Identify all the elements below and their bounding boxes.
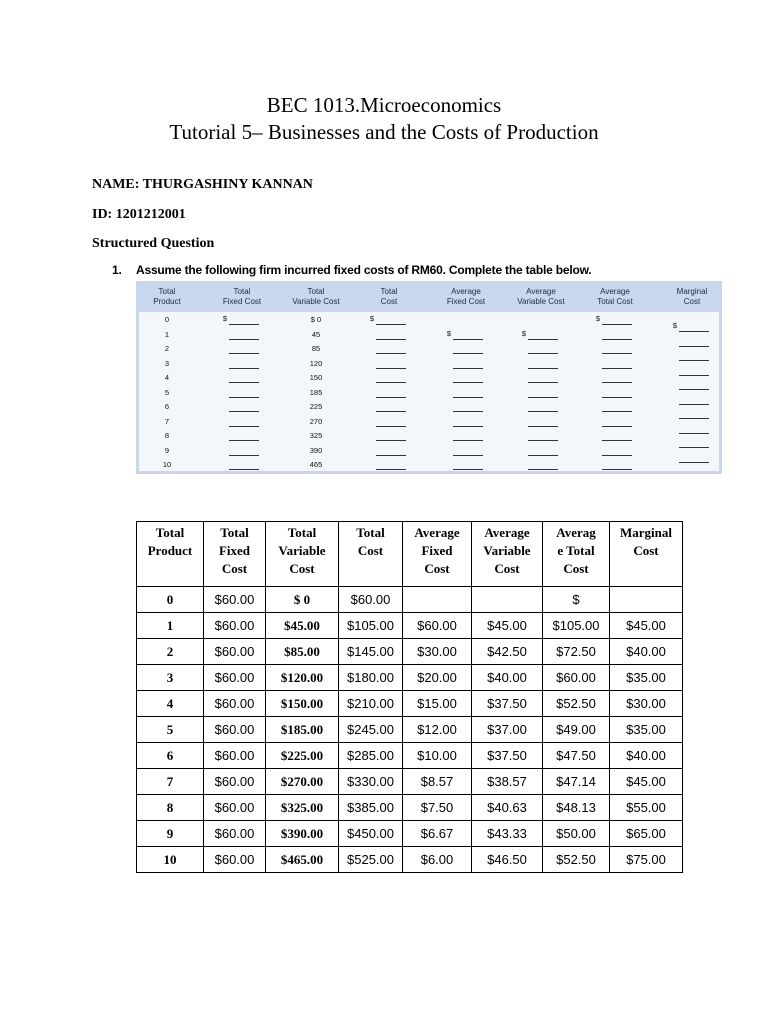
figure-blank-line bbox=[229, 353, 259, 354]
table-cell: $45.00 bbox=[610, 613, 683, 639]
figure-blank-line bbox=[229, 339, 259, 340]
figure-cell: $ 0 bbox=[310, 315, 322, 324]
figure-blank-line bbox=[376, 426, 406, 427]
table-cell: $45.00 bbox=[472, 613, 543, 639]
table-cell: $60.00 bbox=[204, 743, 266, 769]
table-cell: $43.33 bbox=[472, 821, 543, 847]
column-header-text: Total bbox=[220, 525, 249, 540]
figure-blank-line bbox=[528, 426, 558, 427]
figure-blank-line bbox=[679, 389, 709, 390]
table-cell: $30.00 bbox=[610, 691, 683, 717]
figure-blank-line bbox=[453, 426, 483, 427]
figure-cell: $ bbox=[595, 314, 601, 323]
figure-cell: 150 bbox=[309, 373, 323, 382]
table-cell: $8.57 bbox=[403, 769, 472, 795]
figure-blank-line bbox=[453, 411, 483, 412]
answer-table bbox=[136, 521, 683, 873]
table-row bbox=[137, 717, 683, 743]
figure-blank-line bbox=[376, 353, 406, 354]
table-row bbox=[137, 821, 683, 847]
figure-blank-line bbox=[679, 360, 709, 361]
figure-blank-line bbox=[453, 382, 483, 383]
figure-blank-line bbox=[229, 324, 259, 325]
figure-header-text: Average bbox=[600, 287, 630, 296]
table-cell: $285.00 bbox=[339, 743, 403, 769]
figure-blank-line bbox=[679, 447, 709, 448]
table-cell: $6.67 bbox=[403, 821, 472, 847]
table-cell: $49.00 bbox=[543, 717, 610, 743]
table-cell: $40.00 bbox=[472, 665, 543, 691]
figure-blank-line bbox=[376, 440, 406, 441]
table-cell: $42.50 bbox=[472, 639, 543, 665]
table-cell: $15.00 bbox=[403, 691, 472, 717]
figure-blank-line bbox=[376, 368, 406, 369]
figure-blank-line bbox=[528, 411, 558, 412]
column-header-text: Cost bbox=[633, 543, 659, 558]
column-header bbox=[472, 522, 543, 587]
figure-blank-line bbox=[602, 426, 632, 427]
figure-blank-line bbox=[453, 339, 483, 340]
table-cell: $150.00 bbox=[266, 691, 339, 717]
figure-blank-line bbox=[229, 469, 259, 470]
table-cell: $40.63 bbox=[472, 795, 543, 821]
figure-header-text: Cost bbox=[380, 297, 398, 306]
figure-cell: 2 bbox=[164, 344, 170, 353]
table-row bbox=[137, 639, 683, 665]
table-cell: $50.00 bbox=[543, 821, 610, 847]
table-cell: $60.00 bbox=[403, 613, 472, 639]
column-header-text: Cost bbox=[357, 543, 384, 558]
figure-blank-line bbox=[453, 397, 483, 398]
tutorial-title: Tutorial 5– Businesses and the Costs of Production bbox=[169, 120, 599, 144]
figure-blank-line bbox=[376, 455, 406, 456]
figure-blank-line bbox=[229, 397, 259, 398]
table-cell bbox=[403, 587, 472, 613]
figure-blank-line bbox=[602, 368, 632, 369]
table-row bbox=[137, 587, 683, 613]
column-header-text: Cost bbox=[494, 561, 520, 576]
table-cell: $45.00 bbox=[610, 769, 683, 795]
figure-cell: $ bbox=[521, 328, 527, 338]
table-cell: 1 bbox=[137, 613, 204, 639]
figure-header-text: Total Cost bbox=[597, 297, 633, 306]
column-header-text: Total bbox=[155, 525, 185, 540]
table-cell: $245.00 bbox=[339, 717, 403, 743]
table-cell: $40.00 bbox=[610, 743, 683, 769]
figure-cell: $ bbox=[222, 314, 228, 323]
table-cell: $120.00 bbox=[266, 665, 339, 691]
table-cell: $45.00 bbox=[266, 613, 339, 639]
figure-cell: 5 bbox=[164, 387, 170, 397]
figure-cell: 1 bbox=[164, 329, 170, 339]
column-header-text: Average bbox=[414, 525, 460, 540]
figure-blank-line bbox=[528, 368, 558, 369]
table-cell: $6.00 bbox=[403, 847, 472, 873]
column-header-text: Averag bbox=[556, 525, 596, 540]
figure-blank-line bbox=[528, 339, 558, 340]
column-header bbox=[610, 522, 683, 587]
table-cell: $185.00 bbox=[266, 717, 339, 743]
figure-header-text: Total bbox=[233, 287, 251, 296]
table-row bbox=[137, 847, 683, 873]
table-row bbox=[137, 743, 683, 769]
column-header bbox=[403, 522, 472, 587]
figure-header-text: Marginal bbox=[676, 287, 708, 296]
figure-header-text: Total bbox=[307, 287, 325, 296]
figure-cell: 4 bbox=[164, 373, 170, 382]
figure-blank-line bbox=[602, 455, 632, 456]
figure-cell: 270 bbox=[309, 416, 323, 426]
table-cell: $46.50 bbox=[472, 847, 543, 873]
section-heading: Structured Question bbox=[92, 236, 215, 251]
figure-header-text: Total bbox=[380, 287, 398, 296]
column-header bbox=[543, 522, 610, 587]
table-cell: $525.00 bbox=[339, 847, 403, 873]
table-cell: $37.00 bbox=[472, 717, 543, 743]
table-row bbox=[137, 691, 683, 717]
figure-header-cell bbox=[153, 287, 181, 307]
table-cell: 6 bbox=[137, 743, 204, 769]
table-cell: 4 bbox=[137, 691, 204, 717]
figure-cell: 3 bbox=[164, 358, 170, 368]
figure-header-text: Variable Cost bbox=[517, 297, 565, 306]
figure-blank-line bbox=[528, 397, 558, 398]
table-cell: $60.00 bbox=[204, 613, 266, 639]
figure-blank-line bbox=[229, 440, 259, 441]
table-cell: $47.50 bbox=[543, 743, 610, 769]
figure-blank-line bbox=[602, 397, 632, 398]
table-cell: $60.00 bbox=[204, 639, 266, 665]
figure-header-cell bbox=[292, 287, 339, 307]
table-cell: $105.00 bbox=[543, 613, 610, 639]
table-cell: $10.00 bbox=[403, 743, 472, 769]
table-cell: $37.50 bbox=[472, 691, 543, 717]
table-row bbox=[137, 613, 683, 639]
table-cell: $60.00 bbox=[204, 691, 266, 717]
figure-cell: 7 bbox=[164, 416, 170, 426]
figure-header-text: Product bbox=[153, 297, 181, 306]
figure-blank-line bbox=[679, 433, 709, 434]
figure-cell: 325 bbox=[309, 431, 323, 440]
table-cell: $145.00 bbox=[339, 639, 403, 665]
column-header-text: Cost bbox=[221, 561, 248, 576]
table-cell: $72.50 bbox=[543, 639, 610, 665]
figure-cell: 85 bbox=[311, 344, 321, 353]
figure-cell: 45 bbox=[311, 329, 321, 339]
table-cell: $60.00 bbox=[204, 665, 266, 691]
figure-header-cell bbox=[597, 287, 633, 307]
figure-header-cell bbox=[677, 287, 708, 307]
figure-blank-line bbox=[528, 469, 558, 470]
table-cell: $40.00 bbox=[610, 639, 683, 665]
column-header-text: Total bbox=[287, 525, 317, 540]
figure-blank-line bbox=[453, 440, 483, 441]
column-header-text: Marginal bbox=[620, 525, 672, 540]
table-cell: $465.00 bbox=[266, 847, 339, 873]
figure-cell: 8 bbox=[164, 431, 170, 440]
student-id: ID: 1201212001 bbox=[92, 207, 186, 222]
table-cell: $38.57 bbox=[472, 769, 543, 795]
figure-blank-line bbox=[528, 382, 558, 383]
figure-blank-line bbox=[679, 462, 709, 463]
figure-blank-line bbox=[453, 469, 483, 470]
figure-cell: 465 bbox=[309, 460, 323, 469]
figure-blank-line bbox=[453, 455, 483, 456]
figure-blank-line bbox=[229, 455, 259, 456]
figure-header-text: Fixed Cost bbox=[446, 297, 486, 306]
figure-blank-line bbox=[376, 382, 406, 383]
question-1 bbox=[112, 263, 591, 277]
figure-header-cell bbox=[447, 287, 485, 307]
table-cell: $60.00 bbox=[204, 795, 266, 821]
table-cell: $30.00 bbox=[403, 639, 472, 665]
table-cell: $48.13 bbox=[543, 795, 610, 821]
column-header-text: Fixed bbox=[218, 543, 251, 558]
document-title bbox=[0, 92, 768, 146]
figure-header-text: Average bbox=[451, 287, 481, 296]
figure-cell: 9 bbox=[164, 445, 170, 455]
table-cell: $60.00 bbox=[204, 587, 266, 613]
table-cell: $47.14 bbox=[543, 769, 610, 795]
figure-header-text: Fixed Cost bbox=[222, 297, 262, 306]
figure-blank-line bbox=[679, 331, 709, 332]
table-cell: $390.00 bbox=[266, 821, 339, 847]
figure-blank-line bbox=[602, 353, 632, 354]
figure-cell: $ bbox=[446, 328, 452, 338]
question-text: Assume the following firm incurred fixed costs of RM60. Complete the table below. bbox=[136, 263, 592, 277]
figure-cell: $ bbox=[672, 321, 678, 331]
answer-table-header bbox=[137, 522, 683, 587]
table-cell: $60.00 bbox=[543, 665, 610, 691]
figure-blank-line bbox=[376, 339, 406, 340]
figure-header-text: Total bbox=[158, 287, 176, 296]
table-cell: $385.00 bbox=[339, 795, 403, 821]
table-row bbox=[137, 665, 683, 691]
table-cell: $325.00 bbox=[266, 795, 339, 821]
table-row bbox=[137, 795, 683, 821]
figure-blank-line bbox=[229, 411, 259, 412]
figure-cell: 0 bbox=[164, 315, 170, 324]
column-header bbox=[339, 522, 403, 587]
table-cell: $20.00 bbox=[403, 665, 472, 691]
table-cell: $60.00 bbox=[204, 847, 266, 873]
table-cell bbox=[610, 587, 683, 613]
figure-blank-line bbox=[376, 397, 406, 398]
figure-blank-line bbox=[528, 353, 558, 354]
figure-blank-line bbox=[602, 411, 632, 412]
column-header-text: Variable bbox=[483, 543, 531, 558]
table-cell: 10 bbox=[137, 847, 204, 873]
table-cell: $210.00 bbox=[339, 691, 403, 717]
column-header-text: Total bbox=[356, 525, 385, 540]
table-cell: 0 bbox=[137, 587, 204, 613]
figure-cell: 10 bbox=[162, 460, 172, 469]
table-cell: $37.50 bbox=[472, 743, 543, 769]
figure-cell: 6 bbox=[164, 402, 170, 411]
figure-header-text: Cost bbox=[683, 297, 701, 306]
figure-blank-line bbox=[229, 382, 259, 383]
figure-header-text: Variable Cost bbox=[292, 297, 340, 306]
figure-cell: 225 bbox=[309, 402, 323, 411]
table-cell: $35.00 bbox=[610, 665, 683, 691]
column-header-text: Cost bbox=[424, 561, 450, 576]
figure-blank-line bbox=[528, 455, 558, 456]
figure-blank-line bbox=[453, 353, 483, 354]
table-cell: $180.00 bbox=[339, 665, 403, 691]
course-title: BEC 1013.Microeconomics bbox=[266, 93, 502, 117]
figure-cell: $ bbox=[369, 314, 375, 323]
figure-header-cell bbox=[381, 287, 398, 307]
table-cell: $60.00 bbox=[339, 587, 403, 613]
table-cell: 9 bbox=[137, 821, 204, 847]
table-row bbox=[137, 769, 683, 795]
figure-blank-line bbox=[679, 346, 709, 347]
column-header bbox=[204, 522, 266, 587]
column-header-text: Cost bbox=[289, 561, 315, 576]
column-header bbox=[266, 522, 339, 587]
figure-blank-line bbox=[602, 440, 632, 441]
table-cell: 8 bbox=[137, 795, 204, 821]
figure-header-row bbox=[139, 284, 719, 312]
table-cell: $60.00 bbox=[204, 769, 266, 795]
figure-blank-line bbox=[679, 418, 709, 419]
table-cell: $270.00 bbox=[266, 769, 339, 795]
column-header bbox=[137, 522, 204, 587]
figure-blank-line bbox=[602, 339, 632, 340]
figure-blank-line bbox=[602, 324, 632, 325]
figure-blank-line bbox=[679, 375, 709, 376]
column-header-text: Fixed bbox=[421, 543, 453, 558]
table-cell: $85.00 bbox=[266, 639, 339, 665]
table-cell: $7.50 bbox=[403, 795, 472, 821]
table-cell: $52.50 bbox=[543, 691, 610, 717]
figure-header-text: Average bbox=[526, 287, 556, 296]
figure-blank-line bbox=[528, 440, 558, 441]
table-cell: $ 0 bbox=[266, 587, 339, 613]
column-header-text: Average bbox=[484, 525, 530, 540]
figure-header-cell bbox=[223, 287, 261, 307]
table-cell: $35.00 bbox=[610, 717, 683, 743]
table-cell: $75.00 bbox=[610, 847, 683, 873]
table-cell: $12.00 bbox=[403, 717, 472, 743]
table-cell: $225.00 bbox=[266, 743, 339, 769]
table-cell bbox=[472, 587, 543, 613]
table-cell: $60.00 bbox=[204, 821, 266, 847]
figure-cell: 120 bbox=[309, 358, 323, 368]
figure-cell: 390 bbox=[309, 445, 323, 455]
textbook-table-figure bbox=[136, 281, 722, 474]
table-cell: 2 bbox=[137, 639, 204, 665]
table-cell: $60.00 bbox=[204, 717, 266, 743]
table-cell: $65.00 bbox=[610, 821, 683, 847]
column-header-text: Variable bbox=[278, 543, 326, 558]
figure-blank-line bbox=[602, 382, 632, 383]
column-header-text: Cost bbox=[563, 561, 589, 576]
figure-blank-line bbox=[679, 404, 709, 405]
figure-header-cell bbox=[517, 287, 564, 307]
table-cell: $450.00 bbox=[339, 821, 403, 847]
student-name: NAME: THURGASHINY KANNAN bbox=[92, 177, 313, 192]
figure-blank-line bbox=[229, 368, 259, 369]
table-cell: $330.00 bbox=[339, 769, 403, 795]
figure-blank-line bbox=[229, 426, 259, 427]
column-header-text: Product bbox=[147, 543, 193, 558]
table-cell: $105.00 bbox=[339, 613, 403, 639]
column-header-text: e Total bbox=[557, 543, 595, 558]
figure-blank-line bbox=[453, 368, 483, 369]
figure-blank-line bbox=[376, 324, 406, 325]
table-cell: $ bbox=[543, 587, 610, 613]
table-cell: $52.50 bbox=[543, 847, 610, 873]
question-number: 1. bbox=[112, 263, 122, 277]
table-cell: 5 bbox=[137, 717, 204, 743]
figure-cell: 185 bbox=[309, 387, 323, 397]
table-cell: $55.00 bbox=[610, 795, 683, 821]
figure-blank-line bbox=[602, 469, 632, 470]
table-cell: 7 bbox=[137, 769, 204, 795]
table-cell: 3 bbox=[137, 665, 204, 691]
figure-blank-line bbox=[376, 411, 406, 412]
figure-blank-line bbox=[376, 469, 406, 470]
